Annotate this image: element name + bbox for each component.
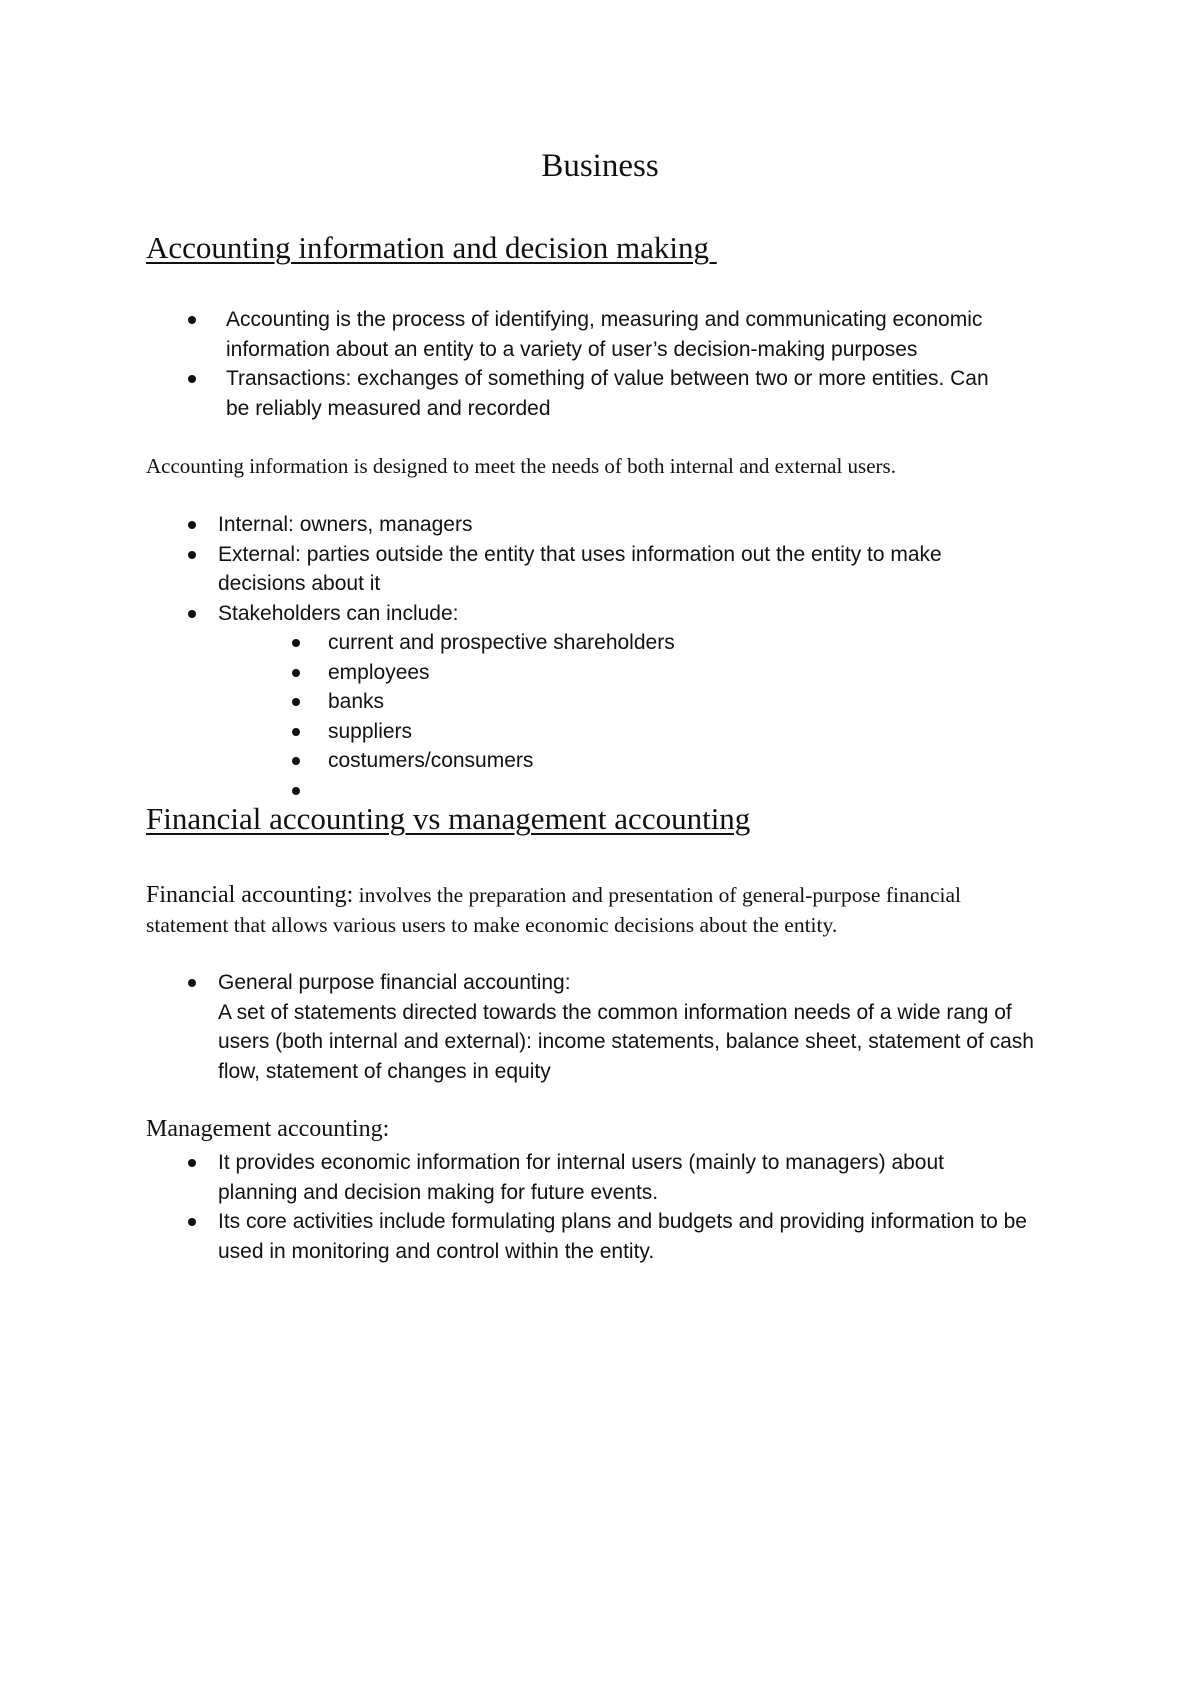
bullet-icon <box>292 698 300 706</box>
list-item <box>226 305 1046 364</box>
heading-accounting-information: Accounting information and decision making <box>146 230 717 265</box>
list-item-text: It provides economic information for internal users (mainly to managers) about planning and decision making for future events. <box>218 1151 944 1204</box>
bullet-icon <box>188 979 196 987</box>
list-item <box>328 717 1028 747</box>
general-purpose-title: General purpose financial accounting: <box>218 971 571 994</box>
list-item-text: banks <box>328 690 385 713</box>
list-item-text: employees <box>328 660 430 684</box>
bullet-icon <box>292 728 300 736</box>
list-item-text: Transactions: exchanges of something of value between two or more entities. Can be reliably measured and recorded <box>226 367 989 420</box>
bullet-icon <box>292 787 300 795</box>
list-item-text: Internal: owners, managers <box>218 513 473 536</box>
bullet-icon <box>188 1159 196 1167</box>
heading-financial-vs-management: Financial accounting vs management accounting <box>146 801 751 836</box>
bullet-icon <box>188 375 196 383</box>
management-bullet-list <box>218 1148 1068 1266</box>
list-item <box>226 364 1016 423</box>
list-item-text: Stakeholders can include: <box>218 601 459 625</box>
bullet-icon <box>188 551 196 559</box>
bullet-icon <box>292 639 300 647</box>
list-item-text: current and prospective shareholders <box>328 631 675 654</box>
bullet-icon <box>292 669 300 677</box>
list-item <box>328 658 1028 688</box>
stakeholders-list <box>328 628 1028 805</box>
financial-accounting-paragraph <box>146 880 1026 940</box>
list-item <box>328 687 1028 717</box>
intro-bullet-list <box>226 305 1046 423</box>
list-item-text: costumers/consumers <box>328 749 534 772</box>
bullet-icon <box>188 316 196 324</box>
bullet-icon <box>292 757 300 765</box>
management-accounting-label: Management accounting: <box>146 1116 390 1142</box>
page-title: Business <box>541 148 659 184</box>
users-bullet-list <box>218 510 1018 628</box>
list-item <box>218 540 1018 599</box>
general-purpose-text: A set of statements directed towards the common information needs of a wide rang of users (both internal and external): income statements, balance sheet, statement of cash flow, statement of changes in equity <box>218 1000 1034 1083</box>
list-item <box>218 1148 1018 1207</box>
list-item <box>218 1207 1068 1266</box>
financial-accounting-label: Financial accounting: <box>146 882 354 908</box>
list-item <box>218 599 1018 629</box>
list-item-text: External: parties outside the entity that uses information out the entity to make decisions about it <box>218 542 942 595</box>
financial-accounting-text: involves the preparation and presentation of general-purpose financial statement that allows various users to make economic decisions about the entity. <box>146 883 962 937</box>
general-purpose-list <box>218 968 1058 1086</box>
list-item <box>218 510 1018 540</box>
bullet-icon <box>188 521 196 529</box>
list-item-text: suppliers <box>328 719 413 743</box>
list-item <box>328 746 1028 776</box>
bullet-icon <box>188 1218 196 1226</box>
users-paragraph: Accounting information is designed to meet the needs of both internal and external users. <box>146 454 896 478</box>
list-item-text: Accounting is the process of identifying, measuring and communicating economic information about an entity to a variety of user’s decision-making purposes <box>226 308 983 361</box>
list-item-text: Its core activities include formulating plans and budgets and providing information to be used in monitoring and control within the entity. <box>218 1210 1027 1263</box>
bullet-icon <box>188 610 196 618</box>
list-item <box>218 968 1058 1086</box>
list-item <box>328 628 1028 658</box>
